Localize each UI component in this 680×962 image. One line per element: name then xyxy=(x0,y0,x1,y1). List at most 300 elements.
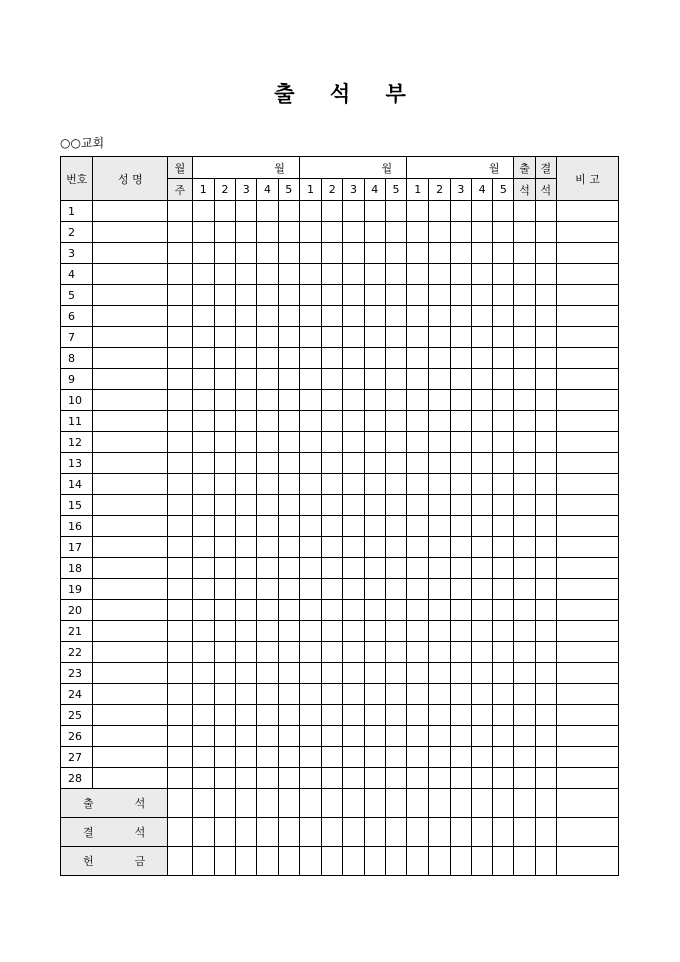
attendance-cell[interactable] xyxy=(471,558,492,579)
name-cell[interactable] xyxy=(93,306,168,327)
attendance-cell[interactable] xyxy=(450,558,471,579)
attendance-cell[interactable] xyxy=(278,285,299,306)
attendance-cell[interactable] xyxy=(236,327,257,348)
attendance-cell[interactable] xyxy=(429,516,450,537)
attendance-cell[interactable] xyxy=(322,285,343,306)
name-cell[interactable] xyxy=(93,558,168,579)
attendance-cell[interactable] xyxy=(192,285,214,306)
attendance-cell[interactable] xyxy=(322,411,343,432)
attend-total-cell[interactable] xyxy=(514,847,535,876)
attendance-cell[interactable] xyxy=(299,600,321,621)
name-cell[interactable] xyxy=(93,768,168,789)
attendance-cell[interactable] xyxy=(471,516,492,537)
attendance-cell[interactable] xyxy=(364,495,385,516)
attendance-cell[interactable] xyxy=(257,663,278,684)
attendance-cell[interactable] xyxy=(385,201,406,222)
attendance-cell[interactable] xyxy=(236,306,257,327)
attend-total-cell[interactable] xyxy=(514,747,535,768)
attendance-cell[interactable] xyxy=(429,474,450,495)
attendance-cell[interactable] xyxy=(214,495,235,516)
attendance-cell[interactable] xyxy=(343,474,364,495)
summary-cell[interactable] xyxy=(257,847,278,876)
attend-total-cell[interactable] xyxy=(514,642,535,663)
absent-total-cell[interactable] xyxy=(535,747,556,768)
attendance-cell[interactable] xyxy=(278,411,299,432)
attendance-cell[interactable] xyxy=(257,579,278,600)
absent-total-cell[interactable] xyxy=(535,600,556,621)
blank-cell[interactable] xyxy=(168,642,192,663)
note-cell[interactable] xyxy=(556,768,618,789)
attendance-cell[interactable] xyxy=(385,243,406,264)
attendance-cell[interactable] xyxy=(343,684,364,705)
name-cell[interactable] xyxy=(93,432,168,453)
attendance-cell[interactable] xyxy=(450,495,471,516)
attendance-cell[interactable] xyxy=(299,684,321,705)
attendance-cell[interactable] xyxy=(257,369,278,390)
attendance-cell[interactable] xyxy=(192,243,214,264)
absent-total-cell[interactable] xyxy=(535,726,556,747)
absent-total-cell[interactable] xyxy=(535,474,556,495)
attend-total-cell[interactable] xyxy=(514,390,535,411)
attendance-cell[interactable] xyxy=(385,222,406,243)
attendance-cell[interactable] xyxy=(214,264,235,285)
attendance-cell[interactable] xyxy=(471,600,492,621)
attendance-cell[interactable] xyxy=(471,243,492,264)
attendance-cell[interactable] xyxy=(214,474,235,495)
absent-total-cell[interactable] xyxy=(535,663,556,684)
summary-cell[interactable] xyxy=(364,789,385,818)
summary-cell[interactable] xyxy=(192,818,214,847)
summary-cell[interactable] xyxy=(471,789,492,818)
attendance-cell[interactable] xyxy=(257,621,278,642)
attendance-cell[interactable] xyxy=(407,579,429,600)
attendance-cell[interactable] xyxy=(450,327,471,348)
attendance-cell[interactable] xyxy=(299,537,321,558)
attendance-cell[interactable] xyxy=(257,222,278,243)
absent-total-cell[interactable] xyxy=(535,847,556,876)
attendance-cell[interactable] xyxy=(429,264,450,285)
attendance-cell[interactable] xyxy=(429,285,450,306)
attendance-cell[interactable] xyxy=(385,453,406,474)
note-cell[interactable] xyxy=(556,264,618,285)
attendance-cell[interactable] xyxy=(278,516,299,537)
attendance-cell[interactable] xyxy=(450,516,471,537)
attendance-cell[interactable] xyxy=(236,285,257,306)
name-cell[interactable] xyxy=(93,663,168,684)
name-cell[interactable] xyxy=(93,348,168,369)
attendance-cell[interactable] xyxy=(364,243,385,264)
attendance-cell[interactable] xyxy=(278,495,299,516)
attendance-cell[interactable] xyxy=(299,726,321,747)
month-3-cell[interactable]: 월 xyxy=(407,157,514,179)
summary-cell[interactable] xyxy=(278,789,299,818)
attendance-cell[interactable] xyxy=(429,684,450,705)
absent-total-cell[interactable] xyxy=(535,201,556,222)
attendance-cell[interactable] xyxy=(343,327,364,348)
attendance-cell[interactable] xyxy=(214,726,235,747)
attendance-cell[interactable] xyxy=(364,579,385,600)
note-cell[interactable] xyxy=(556,516,618,537)
attendance-cell[interactable] xyxy=(257,495,278,516)
attendance-cell[interactable] xyxy=(385,558,406,579)
attendance-cell[interactable] xyxy=(192,369,214,390)
note-cell[interactable] xyxy=(556,348,618,369)
attendance-cell[interactable] xyxy=(343,516,364,537)
attendance-cell[interactable] xyxy=(343,306,364,327)
summary-cell[interactable] xyxy=(214,789,235,818)
attendance-cell[interactable] xyxy=(429,453,450,474)
attendance-cell[interactable] xyxy=(493,495,514,516)
summary-cell[interactable] xyxy=(407,847,429,876)
name-cell[interactable] xyxy=(93,684,168,705)
attendance-cell[interactable] xyxy=(322,621,343,642)
attend-total-cell[interactable] xyxy=(514,327,535,348)
summary-cell[interactable] xyxy=(493,818,514,847)
attendance-cell[interactable] xyxy=(278,243,299,264)
attendance-cell[interactable] xyxy=(322,327,343,348)
attendance-cell[interactable] xyxy=(257,243,278,264)
note-cell[interactable] xyxy=(556,411,618,432)
attendance-cell[interactable] xyxy=(407,222,429,243)
attendance-cell[interactable] xyxy=(493,390,514,411)
attendance-cell[interactable] xyxy=(278,600,299,621)
name-cell[interactable] xyxy=(93,369,168,390)
attendance-cell[interactable] xyxy=(429,348,450,369)
attendance-cell[interactable] xyxy=(407,621,429,642)
attendance-cell[interactable] xyxy=(493,726,514,747)
attendance-cell[interactable] xyxy=(257,726,278,747)
attend-total-cell[interactable] xyxy=(514,768,535,789)
summary-cell[interactable] xyxy=(407,818,429,847)
name-cell[interactable] xyxy=(93,264,168,285)
attendance-cell[interactable] xyxy=(192,768,214,789)
attendance-cell[interactable] xyxy=(407,663,429,684)
attend-total-cell[interactable] xyxy=(514,474,535,495)
attendance-cell[interactable] xyxy=(278,684,299,705)
attendance-cell[interactable] xyxy=(471,495,492,516)
attendance-cell[interactable] xyxy=(236,705,257,726)
attendance-cell[interactable] xyxy=(471,705,492,726)
attendance-cell[interactable] xyxy=(192,411,214,432)
attendance-cell[interactable] xyxy=(429,579,450,600)
attendance-cell[interactable] xyxy=(385,747,406,768)
note-cell[interactable] xyxy=(556,285,618,306)
attendance-cell[interactable] xyxy=(236,432,257,453)
attendance-cell[interactable] xyxy=(299,474,321,495)
summary-cell[interactable] xyxy=(236,847,257,876)
blank-cell[interactable] xyxy=(168,369,192,390)
attendance-cell[interactable] xyxy=(471,642,492,663)
attendance-cell[interactable] xyxy=(322,432,343,453)
attendance-cell[interactable] xyxy=(493,474,514,495)
attendance-cell[interactable] xyxy=(343,432,364,453)
attendance-cell[interactable] xyxy=(278,768,299,789)
attendance-cell[interactable] xyxy=(450,348,471,369)
attendance-cell[interactable] xyxy=(299,579,321,600)
attendance-cell[interactable] xyxy=(364,621,385,642)
attendance-cell[interactable] xyxy=(407,264,429,285)
attendance-cell[interactable] xyxy=(322,768,343,789)
attendance-cell[interactable] xyxy=(192,306,214,327)
attend-total-cell[interactable] xyxy=(514,537,535,558)
absent-total-cell[interactable] xyxy=(535,705,556,726)
attendance-cell[interactable] xyxy=(299,390,321,411)
attendance-cell[interactable] xyxy=(385,432,406,453)
attendance-cell[interactable] xyxy=(322,495,343,516)
attendance-cell[interactable] xyxy=(450,306,471,327)
attendance-cell[interactable] xyxy=(236,348,257,369)
attendance-cell[interactable] xyxy=(429,390,450,411)
attendance-cell[interactable] xyxy=(471,621,492,642)
summary-cell[interactable] xyxy=(385,789,406,818)
attendance-cell[interactable] xyxy=(364,432,385,453)
note-cell[interactable] xyxy=(556,847,618,876)
attendance-cell[interactable] xyxy=(493,348,514,369)
attendance-cell[interactable] xyxy=(493,705,514,726)
name-cell[interactable] xyxy=(93,327,168,348)
attendance-cell[interactable] xyxy=(450,663,471,684)
attendance-cell[interactable] xyxy=(214,579,235,600)
attendance-cell[interactable] xyxy=(450,201,471,222)
attendance-cell[interactable] xyxy=(236,621,257,642)
attendance-cell[interactable] xyxy=(322,537,343,558)
summary-cell[interactable] xyxy=(278,847,299,876)
blank-cell[interactable] xyxy=(168,768,192,789)
attendance-cell[interactable] xyxy=(450,264,471,285)
attend-total-cell[interactable] xyxy=(514,579,535,600)
note-cell[interactable] xyxy=(556,369,618,390)
attendance-cell[interactable] xyxy=(429,432,450,453)
attendance-cell[interactable] xyxy=(385,411,406,432)
note-cell[interactable] xyxy=(556,222,618,243)
attendance-cell[interactable] xyxy=(236,600,257,621)
summary-cell[interactable] xyxy=(407,789,429,818)
blank-cell[interactable] xyxy=(168,558,192,579)
attendance-cell[interactable] xyxy=(214,348,235,369)
attendance-cell[interactable] xyxy=(236,516,257,537)
note-cell[interactable] xyxy=(556,621,618,642)
attendance-cell[interactable] xyxy=(322,600,343,621)
summary-cell[interactable] xyxy=(471,818,492,847)
attendance-cell[interactable] xyxy=(429,495,450,516)
name-cell[interactable] xyxy=(93,474,168,495)
attendance-cell[interactable] xyxy=(343,411,364,432)
attendance-cell[interactable] xyxy=(257,705,278,726)
absent-total-cell[interactable] xyxy=(535,327,556,348)
attendance-cell[interactable] xyxy=(192,516,214,537)
attendance-cell[interactable] xyxy=(471,222,492,243)
attendance-cell[interactable] xyxy=(299,222,321,243)
blank-cell[interactable] xyxy=(168,579,192,600)
note-cell[interactable] xyxy=(556,642,618,663)
attendance-cell[interactable] xyxy=(450,726,471,747)
attendance-cell[interactable] xyxy=(364,747,385,768)
attendance-cell[interactable] xyxy=(407,348,429,369)
attendance-cell[interactable] xyxy=(236,222,257,243)
attendance-cell[interactable] xyxy=(364,684,385,705)
attendance-cell[interactable] xyxy=(407,369,429,390)
attendance-cell[interactable] xyxy=(450,369,471,390)
attendance-cell[interactable] xyxy=(450,453,471,474)
attendance-cell[interactable] xyxy=(278,474,299,495)
attendance-cell[interactable] xyxy=(299,663,321,684)
attendance-cell[interactable] xyxy=(278,390,299,411)
attendance-cell[interactable] xyxy=(236,390,257,411)
attendance-cell[interactable] xyxy=(322,222,343,243)
summary-cell[interactable] xyxy=(364,818,385,847)
name-cell[interactable] xyxy=(93,390,168,411)
attendance-cell[interactable] xyxy=(385,390,406,411)
attendance-cell[interactable] xyxy=(493,306,514,327)
attendance-cell[interactable] xyxy=(407,495,429,516)
absent-total-cell[interactable] xyxy=(535,453,556,474)
attendance-cell[interactable] xyxy=(429,369,450,390)
attendance-cell[interactable] xyxy=(278,579,299,600)
absent-total-cell[interactable] xyxy=(535,222,556,243)
attendance-cell[interactable] xyxy=(278,705,299,726)
attend-total-cell[interactable] xyxy=(514,264,535,285)
attendance-cell[interactable] xyxy=(278,222,299,243)
summary-cell[interactable] xyxy=(236,789,257,818)
blank-cell[interactable] xyxy=(168,453,192,474)
blank-cell[interactable] xyxy=(168,327,192,348)
name-cell[interactable] xyxy=(93,537,168,558)
note-cell[interactable] xyxy=(556,600,618,621)
attendance-cell[interactable] xyxy=(278,663,299,684)
summary-cell[interactable] xyxy=(257,789,278,818)
attendance-cell[interactable] xyxy=(429,222,450,243)
name-cell[interactable] xyxy=(93,600,168,621)
summary-cell[interactable] xyxy=(299,847,321,876)
attendance-cell[interactable] xyxy=(343,663,364,684)
attendance-cell[interactable] xyxy=(214,432,235,453)
blank-cell[interactable] xyxy=(168,818,192,847)
attendance-cell[interactable] xyxy=(450,222,471,243)
attendance-cell[interactable] xyxy=(429,537,450,558)
attendance-cell[interactable] xyxy=(407,285,429,306)
name-cell[interactable] xyxy=(93,579,168,600)
attendance-cell[interactable] xyxy=(407,558,429,579)
attendance-cell[interactable] xyxy=(322,453,343,474)
attendance-cell[interactable] xyxy=(385,579,406,600)
attendance-cell[interactable] xyxy=(364,348,385,369)
attendance-cell[interactable] xyxy=(192,222,214,243)
note-cell[interactable] xyxy=(556,558,618,579)
attendance-cell[interactable] xyxy=(493,432,514,453)
attendance-cell[interactable] xyxy=(343,201,364,222)
attendance-cell[interactable] xyxy=(471,768,492,789)
attendance-cell[interactable] xyxy=(343,726,364,747)
attendance-cell[interactable] xyxy=(236,768,257,789)
attendance-cell[interactable] xyxy=(450,684,471,705)
attendance-cell[interactable] xyxy=(236,747,257,768)
attendance-cell[interactable] xyxy=(257,411,278,432)
attendance-cell[interactable] xyxy=(364,369,385,390)
attendance-cell[interactable] xyxy=(429,663,450,684)
attendance-cell[interactable] xyxy=(343,390,364,411)
attendance-cell[interactable] xyxy=(385,726,406,747)
blank-cell[interactable] xyxy=(168,747,192,768)
attendance-cell[interactable] xyxy=(385,285,406,306)
blank-cell[interactable] xyxy=(168,285,192,306)
attendance-cell[interactable] xyxy=(471,684,492,705)
attendance-cell[interactable] xyxy=(429,726,450,747)
attendance-cell[interactable] xyxy=(471,579,492,600)
attendance-cell[interactable] xyxy=(343,222,364,243)
blank-cell[interactable] xyxy=(168,705,192,726)
attend-total-cell[interactable] xyxy=(514,201,535,222)
attend-total-cell[interactable] xyxy=(514,726,535,747)
attendance-cell[interactable] xyxy=(299,453,321,474)
attendance-cell[interactable] xyxy=(407,747,429,768)
summary-cell[interactable] xyxy=(493,847,514,876)
attendance-cell[interactable] xyxy=(192,705,214,726)
attendance-cell[interactable] xyxy=(278,642,299,663)
attend-total-cell[interactable] xyxy=(514,432,535,453)
attendance-cell[interactable] xyxy=(385,600,406,621)
attendance-cell[interactable] xyxy=(322,390,343,411)
attendance-cell[interactable] xyxy=(364,474,385,495)
blank-cell[interactable] xyxy=(168,537,192,558)
attendance-cell[interactable] xyxy=(192,600,214,621)
attendance-cell[interactable] xyxy=(429,558,450,579)
attendance-cell[interactable] xyxy=(322,747,343,768)
summary-cell[interactable] xyxy=(385,818,406,847)
blank-cell[interactable] xyxy=(168,264,192,285)
summary-cell[interactable] xyxy=(343,847,364,876)
blank-cell[interactable] xyxy=(168,201,192,222)
summary-cell[interactable] xyxy=(257,818,278,847)
attendance-cell[interactable] xyxy=(257,684,278,705)
attendance-cell[interactable] xyxy=(214,390,235,411)
summary-cell[interactable] xyxy=(450,847,471,876)
attendance-cell[interactable] xyxy=(299,747,321,768)
attendance-cell[interactable] xyxy=(214,453,235,474)
attendance-cell[interactable] xyxy=(364,411,385,432)
absent-total-cell[interactable] xyxy=(535,516,556,537)
attendance-cell[interactable] xyxy=(450,285,471,306)
blank-cell[interactable] xyxy=(168,474,192,495)
attendance-cell[interactable] xyxy=(471,663,492,684)
attendance-cell[interactable] xyxy=(322,306,343,327)
attendance-cell[interactable] xyxy=(214,768,235,789)
attendance-cell[interactable] xyxy=(364,327,385,348)
attendance-cell[interactable] xyxy=(493,579,514,600)
attendance-cell[interactable] xyxy=(407,684,429,705)
attendance-cell[interactable] xyxy=(257,348,278,369)
attendance-cell[interactable] xyxy=(429,411,450,432)
attendance-cell[interactable] xyxy=(322,579,343,600)
blank-cell[interactable] xyxy=(168,621,192,642)
summary-cell[interactable] xyxy=(278,818,299,847)
attendance-cell[interactable] xyxy=(471,747,492,768)
summary-cell[interactable] xyxy=(299,789,321,818)
absent-total-cell[interactable] xyxy=(535,285,556,306)
attendance-cell[interactable] xyxy=(236,537,257,558)
attendance-cell[interactable] xyxy=(257,516,278,537)
attendance-cell[interactable] xyxy=(236,663,257,684)
summary-cell[interactable] xyxy=(450,818,471,847)
attendance-cell[interactable] xyxy=(322,348,343,369)
absent-total-cell[interactable] xyxy=(535,306,556,327)
attendance-cell[interactable] xyxy=(471,474,492,495)
attendance-cell[interactable] xyxy=(364,726,385,747)
attendance-cell[interactable] xyxy=(385,684,406,705)
attendance-cell[interactable] xyxy=(429,642,450,663)
attendance-cell[interactable] xyxy=(493,642,514,663)
attendance-cell[interactable] xyxy=(278,747,299,768)
note-cell[interactable] xyxy=(556,306,618,327)
